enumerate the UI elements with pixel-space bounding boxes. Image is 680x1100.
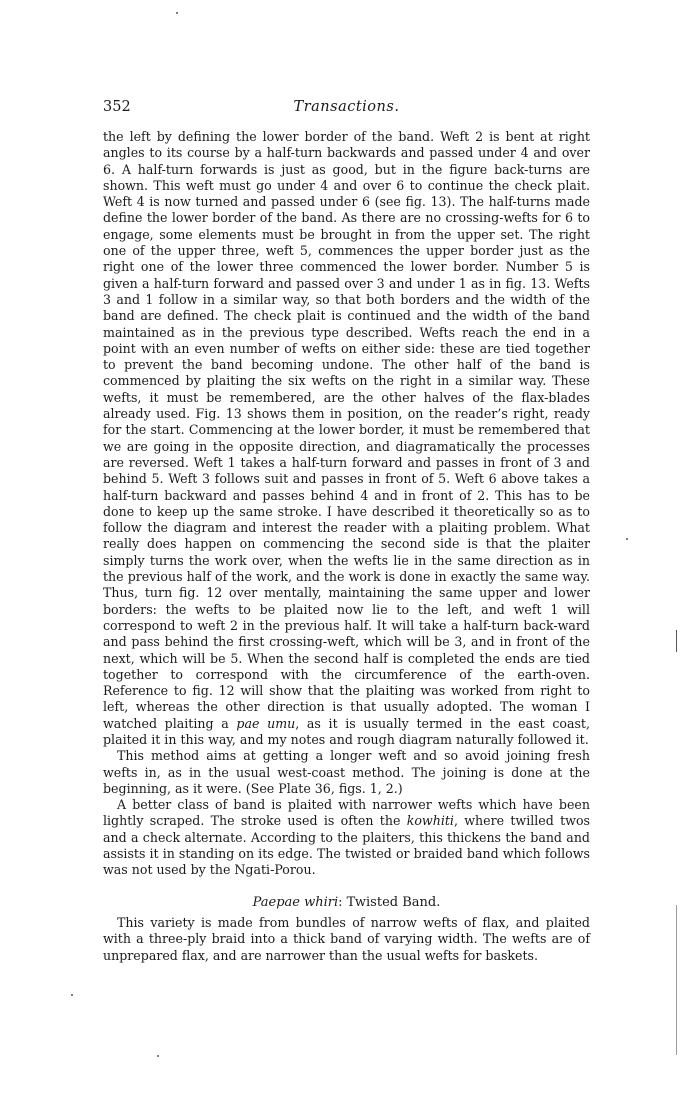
paragraph-4: This variety is made from bundles of narrow wefts of flax, and plaited with a three-ply braid into a thick band of varying width. The wefts are of unprepared flax, and are narrower than the usual wefts for baskets.	[103, 914, 590, 963]
scan-speck	[176, 12, 178, 14]
paragraph-1: the left by defining the lower border of the band. Weft 2 is bent at right angles to its course by a half-turn backwards and passed under 4 and over 6. A half-turn forwards is just as good, but in the figure back-turns are shown. This weft must go under 4 and over 6 to continue the check plait. Weft 4 is now turned and passed under 6 (see fig. 13). The half-turns made define the lower border of the band. As there are no crossing-wefts for 6 to engage, some elements must be brought in from the upper set. The right one of the upper three, weft 5, commences the upper border just as the right one of the lower three commenced the lower border. Number 5 is given a half-turn forward and passed over 3 and under 1 as in fig. 13. Wefts 3 and 1 follow in a similar way, so that both borders and the width of the band are defined. The check plait is continued and the width of the band maintained as in the previous type described. Wefts reach the end in a point with an even number of wefts on either side: these are tied together to prevent the band becoming undone. The other half of the band is commenced by plaiting the six wefts on the right in a similar way. These wefts, it must be remembered, are the other halves of the flax-blades already used. Fig. 13 shows them in position, on the reader’s right, ready for the start. Commencing at the lower border, it must be remembered that we are going in the opposite direction, and diagramatically the processes are reversed. Weft 1 takes a half-turn forward and passes in front of 3 and behind 5. Weft 3 follows suit and passes in front of 5. Weft 6 above takes a half-turn backward and passes behind 4 and in front of 2. This has to be done to keep up the same stroke. I have described it theoretically so as to follow the diagram and interest the reader with a plaiting problem. What really does happen on commencing the second side is that the plaiter simply turns the work over, when the wefts lie in the same direction as in the previous half of the work, and the work is done in exactly the same way. Thus, turn fig. 12 over mentally, maintaining the same upper and lower borders: the wefts to be plaited now lie to the left, and weft 1 will correspond to weft 2 in the previous half. It will take a half-turn back-ward and pass behind the first crossing-weft, which will be 3, and in front of the next, which will be 5. When the second half is completed the ends are tied together to correspond with the circumference of the earth-oven. Reference to fig. 12 will show that the plaiting was worked from right to left, whereas the other direction is that usually adopted. The woman I watched plaiting a pae umu, as it is usually termed in the east coast, plaited it in this way, and my notes and rough diagram naturally followed it.	[103, 129, 590, 747]
scan-speck	[626, 538, 628, 540]
section-heading: Paepae whiri: Twisted Band.	[252, 894, 441, 910]
body-text	[103, 129, 590, 964]
running-head: Transactions.	[293, 99, 400, 115]
page-number: 352	[103, 99, 131, 115]
paragraph-2: This method aims at getting a longer weft and so avoid joining fresh wefts in, as in the usual west-coast method. The joining is done at the beginning, as it were. (See Plate 36, figs. 1, 2.)	[103, 748, 590, 796]
italic-term: kowhiti	[406, 813, 454, 829]
scan-speck	[71, 994, 73, 996]
scan-line-mark	[676, 905, 677, 1055]
scan-line-mark	[676, 630, 677, 652]
scan-speck	[157, 1055, 159, 1057]
paragraph-3: A better class of band is plaited with narrower wefts which have been lightly scraped. The stroke used is often the kowhiti, where twilled twos and a check alternate. According to the plaiters, this thickens the band and assists it in standing on its edge. The twisted or braided band which follows was not used by the Ngati-Porou.	[103, 797, 591, 878]
italic-term: pae umu	[236, 715, 296, 731]
